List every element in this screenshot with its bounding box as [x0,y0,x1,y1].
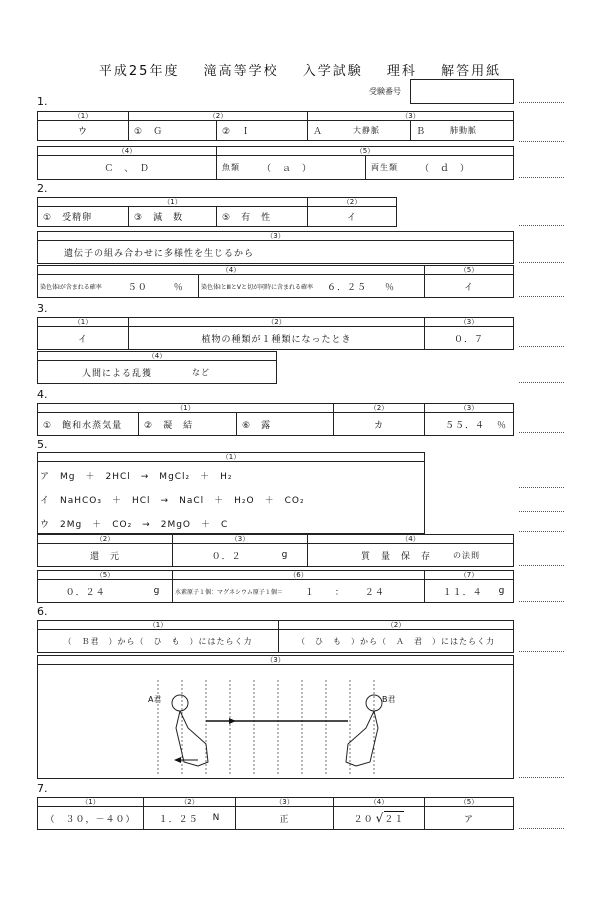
q7-header-1: （1） [37,797,144,807]
score-line [519,262,564,263]
q5-answer-3 [172,543,308,567]
question-1-number: 1. [37,95,48,108]
q7-answer-4 [333,806,425,830]
q5-equation-a: ア Mg ＋ 2HCl → MgCl₂ ＋ H₂ [40,472,233,482]
q2-header-1: （1） [37,197,308,207]
question-5-number: 5. [37,438,48,451]
q7-answer-3: 正 [235,806,334,830]
q7-answer-5: ア [424,806,514,830]
q5-answer-7-unit: g [498,586,506,596]
question-3-number: 3. [37,302,48,315]
q7-answer-2-value: １．２５ [158,814,199,825]
q1-answer-5-fish [216,155,366,180]
q6-force-diagram [38,666,513,778]
q2-answer-5: イ [424,274,514,298]
question-4-number: 4. [37,388,48,401]
q2-answer-4-1-value: ５０ [127,282,148,293]
q4-header-1: （1） [37,403,334,413]
q1-header-2: （2） [128,111,308,121]
q5-answer-5-value: ０．２４ [65,587,106,598]
q7-answer-2-unit: N [212,813,221,823]
q1-answer-4: Ｃ 、 Ｄ [37,155,217,180]
q4-answer-1-1: ① 飽和水蒸気量 [37,412,139,436]
score-line [519,296,564,297]
q7-header-5: （5） [424,797,514,807]
q1-answer-3b-label: Ｂ [416,127,427,137]
school-year: 平成25年度 [98,64,180,79]
sheet-name: 解答用紙 [441,64,502,79]
q6-answer-2: （ ひ も ）から（ Ａ 君 ）にはたらく力 [278,629,514,653]
q6-figure-label-b: B君 [382,695,396,704]
q4-answer-3 [424,412,514,436]
q4-answer-3-value: ５５．４ [444,420,485,431]
score-line [519,382,564,383]
exam-name: 入学試験 [302,64,363,79]
q6-figure-label-a: A君 [148,695,162,704]
q2-answer-1-2: ③ 減 数 [128,206,217,227]
q5-answer-7 [424,579,514,603]
q1-answer-5-amph-label: 両生類 [371,163,398,172]
subject-name: 理科 [386,64,417,79]
q3-header-1: （1） [37,317,129,327]
q5-equation-c: ウ 2Mg ＋ CO₂ → 2MgO ＋ C [40,520,229,530]
q4-answer-1-2: ② 凝 結 [138,412,237,436]
q7-answer-4-coefficient: ２０ [353,814,374,825]
q1-answer-3a-label: Ａ [313,127,324,137]
q7-answer-4-radicand: ２１ [384,811,404,825]
q2-header-5: （5） [424,265,514,275]
q2-answer-1-1: ① 受精卵 [37,206,129,227]
score-line [519,511,564,512]
q4-answer-1-3: ⑥ 露 [236,412,334,436]
q1-header-1: （1） [37,111,129,121]
q2-header-2: （2） [307,197,397,207]
q6-header-2: （2） [278,620,514,630]
q6-header-1: （1） [37,620,279,630]
q6-answer-1: （ Ｂ君 ）から（ ひ も ）にはたらく力 [37,629,279,653]
score-line [519,177,564,178]
q1-answer-1: ウ [37,120,129,141]
q5-answer-6-label: 水素原子１個：マグネシウム原子１個＝ [175,588,283,596]
q5-header-5: （5） [37,570,173,580]
q5-equation-b: イ NaHCO₃ ＋ HCl → NaCl ＋ H₂O ＋ CO₂ [40,496,305,506]
q1-header-5: （5） [216,146,514,156]
q1-answer-5-fish-value: （ ａ ） [262,164,313,174]
score-line [519,565,564,566]
exam-number-field[interactable] [410,79,514,104]
q1-answer-2-1: ① Ｇ [128,120,217,141]
q5-answer-6 [172,579,425,603]
q1-answer-3b [410,120,514,141]
q1-answer-5-amphibian [365,155,514,180]
score-line [519,531,564,532]
q3-answer-2: 植物の種類が１種類になったとき [128,326,425,350]
q2-answer-4-1 [37,274,199,298]
q4-answer-2: カ [333,412,425,436]
q2-answer-1-3: ⑤ 有 性 [216,206,308,227]
q4-header-2: （2） [333,403,425,413]
q5-header-2: （2） [37,534,173,544]
q1-answer-5-amph-value: （ ｄ ） [420,164,471,174]
q5-header-4: （4） [307,534,514,544]
q5-answer-5 [37,579,173,603]
score-line [519,487,564,488]
q5-answer-6-value-1: １ [304,587,315,598]
q5-answer-7-value: １１．４ [442,587,483,598]
question-6-number: 6. [37,605,48,618]
q3-answer-4 [37,360,277,384]
q7-header-4: （4） [333,797,425,807]
q5-answer-3-unit: g [281,550,289,560]
q2-answer-3: 遺伝子の組み合わせに多様性を生じるから [37,240,514,264]
q3-header-2: （2） [128,317,425,327]
q5-answer-5-unit: g [153,586,161,596]
score-line [519,225,564,226]
q5-answer-4 [307,543,514,567]
score-line [519,828,564,829]
q1-answer-2-2: ② Ｉ [216,120,308,141]
school-name: 滝高等学校 [203,64,279,79]
score-line [519,651,564,652]
score-line [519,601,564,602]
question-7-number: 7. [37,782,48,795]
q2-header-3: （3） [37,231,514,241]
q1-answer-3b-value: 肺動脈 [450,126,478,135]
q4-header-3: （3） [424,403,514,413]
q2-answer-2: イ [307,206,397,227]
q7-answer-1: （ ３０，－４０） [37,806,144,830]
q2-answer-4-1-unit: ％ [173,282,183,293]
q1-header-3: （3） [307,111,514,121]
q2-answer-4-2 [198,274,425,298]
exam-number-label: 受験番号 [369,87,401,96]
sqrt-icon: √ [375,811,385,825]
q5-header-6: （6） [172,570,425,580]
q7-header-3: （3） [235,797,334,807]
q1-answer-5-fish-label: 魚類 [222,163,240,172]
q3-answer-4-text: 人間による乱獲 [82,368,153,379]
q3-answer-3: ０．７ [424,326,514,350]
q1-header-4: （4） [37,146,217,156]
q5-answer-6-value-2: ２４ [364,587,385,598]
q5-header-7: （7） [424,570,514,580]
q3-answer-4-suffix: など [192,367,211,377]
q4-answer-3-unit: ％ [497,420,508,431]
q2-answer-4-1-label: 染色体Ⅰが含まれる確率 [40,283,102,291]
score-line [519,777,564,778]
q2-answer-4-2-unit: ％ [385,282,395,293]
score-line [519,141,564,142]
q5-header-3: （3） [172,534,308,544]
q3-answer-1: イ [37,326,129,350]
q5-answer-4-value: 質 量 保 存 [360,551,431,562]
q5-answer-3-value: ０．２ [211,551,242,562]
q5-answer-2: 還 元 [37,543,173,567]
q2-answer-4-2-label: 染色体ⅠとⅢとⅤと切が同時に含まれる確率 [201,283,314,291]
q5-answer-4-suffix: の法則 [453,550,480,560]
q7-answer-2 [143,806,236,830]
score-line [519,346,564,347]
q6-header-3: （3） [37,655,514,665]
score-line [519,102,564,103]
q1-answer-3a-value: 大静脈 [353,126,381,135]
q2-header-4: （4） [37,265,425,275]
q5-header-1: （1） [37,452,425,462]
q5-answer-6-separator: ： [334,587,345,598]
q7-header-2: （2） [143,797,236,807]
q3-header-3: （3） [424,317,514,327]
q3-header-4: （4） [37,351,277,361]
page-title [0,60,600,79]
question-2-number: 2. [37,182,48,195]
q2-answer-4-2-value: ６．２５ [327,282,368,293]
score-line [519,432,564,433]
q1-answer-3a [307,120,411,141]
